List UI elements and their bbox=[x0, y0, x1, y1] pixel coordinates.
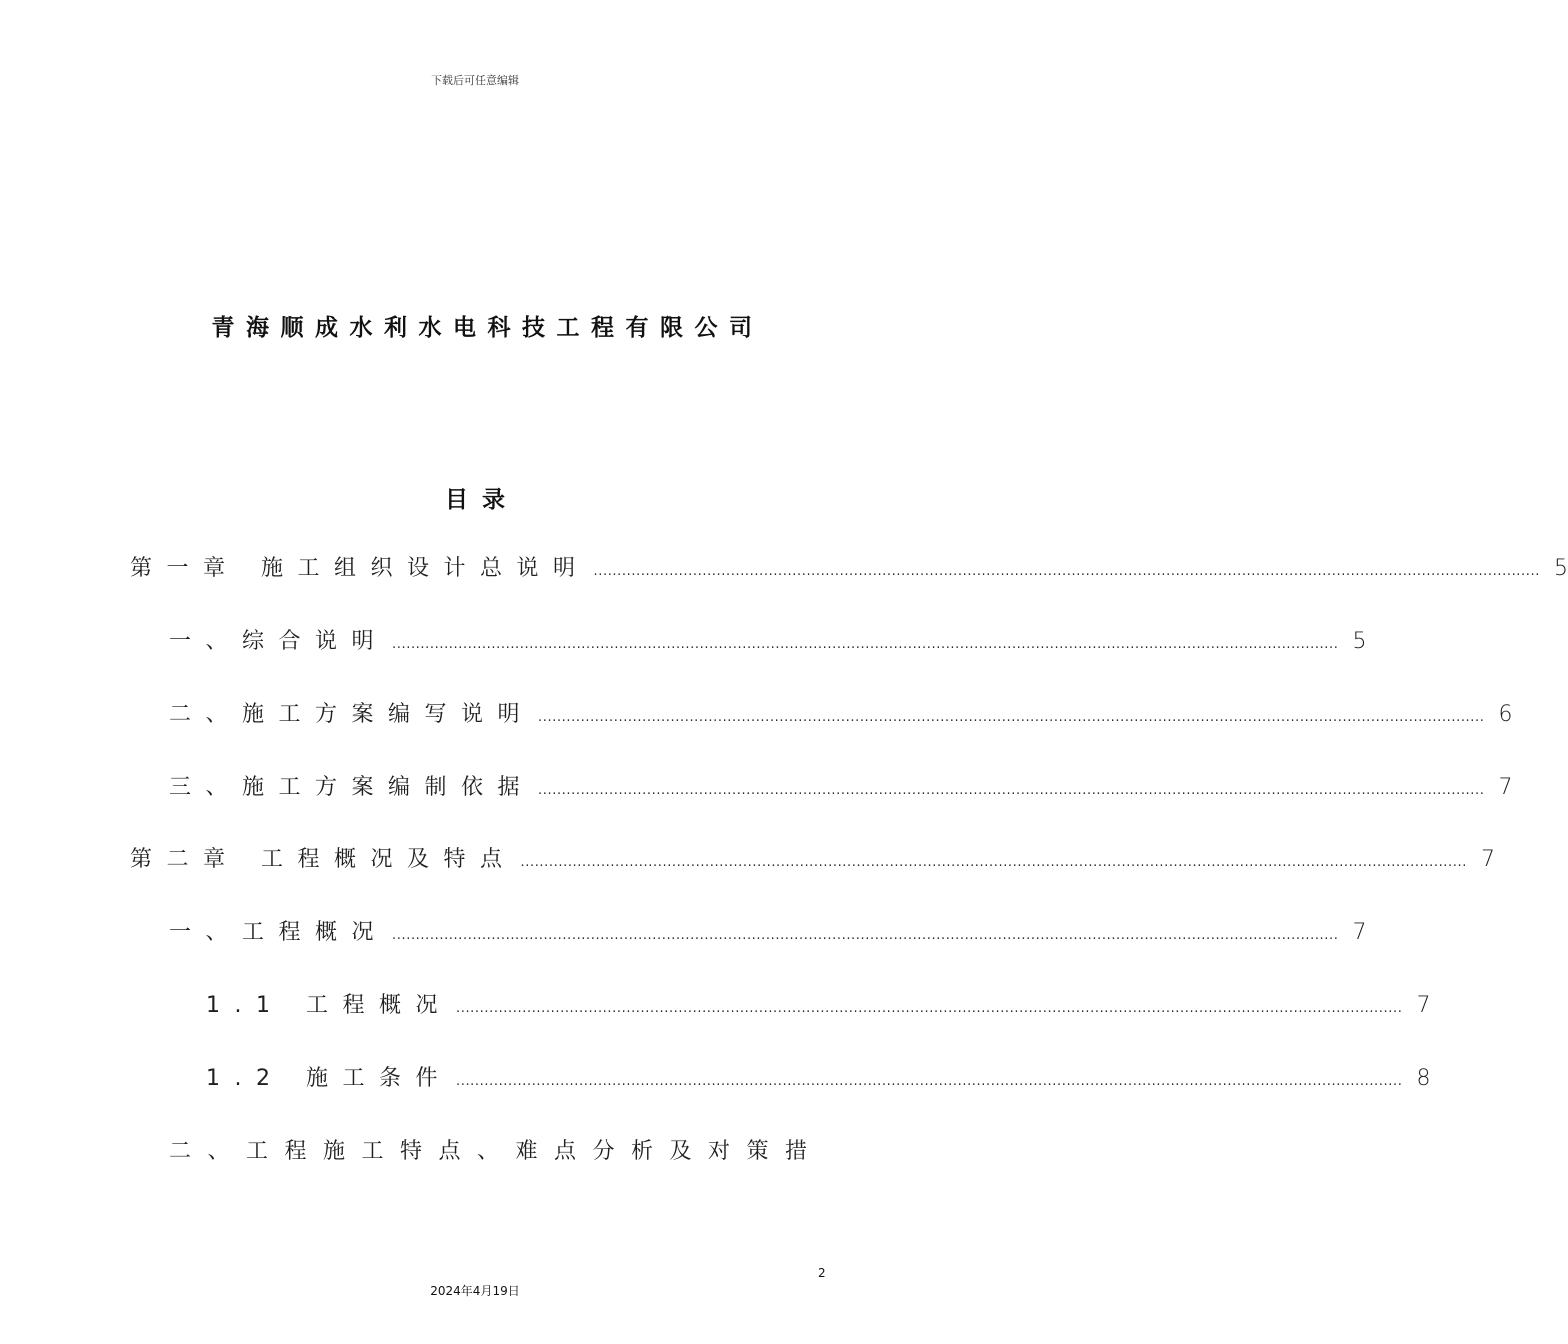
footer-date: 2024年4月19日 bbox=[430, 1284, 520, 1298]
toc-leader-dots: ........................................................................................................................................................................................................ bbox=[392, 637, 1339, 652]
toc-entry[interactable] bbox=[169, 915, 1367, 945]
toc-entry-page: 5 bbox=[1352, 629, 1367, 654]
toc-leader-dots: ........................................................................................................................................................................................................ bbox=[520, 855, 1467, 870]
toc-entry[interactable] bbox=[130, 842, 1495, 872]
toc-entry[interactable] bbox=[130, 551, 1568, 581]
toc-leader-dots: ........................................................................................................................................................................................................ bbox=[455, 1074, 1403, 1089]
toc-entry-label: 1.1 工程概况 bbox=[206, 993, 452, 1018]
toc-entry-label: 一、综合说明 bbox=[169, 629, 389, 654]
toc-entry-label: 第一章 施工组织设计总说明 bbox=[130, 556, 590, 581]
toc-leader-dots: ........................................................................................................................................................................................................ bbox=[392, 928, 1339, 943]
toc-entry[interactable] bbox=[169, 624, 1367, 654]
toc-entry-label: 二、工程施工特点、难点分析及对策措 bbox=[169, 1139, 824, 1164]
toc-entry[interactable] bbox=[206, 988, 1431, 1018]
toc-entry-page: 7 bbox=[1416, 993, 1431, 1018]
toc-entry[interactable] bbox=[169, 697, 1513, 727]
toc-entry-label: 第二章 工程概况及特点 bbox=[130, 847, 517, 872]
toc-title: 目录 bbox=[445, 487, 519, 513]
toc-leader-dots: ........................................................................................................................................................................................................ bbox=[455, 1001, 1403, 1016]
page-number: 2 bbox=[818, 1266, 826, 1280]
toc-entry[interactable] bbox=[206, 1061, 1431, 1091]
header-note: 下载后可任意编辑 bbox=[431, 74, 519, 87]
toc-entry-page: 6 bbox=[1498, 702, 1513, 727]
toc-entry-label: 1.2 施工条件 bbox=[206, 1066, 452, 1091]
toc-entry-page: 7 bbox=[1498, 775, 1513, 800]
toc-entry-label: 二、施工方案编写说明 bbox=[169, 702, 535, 727]
company-name: 青海顺成水利水电科技工程有限公司 bbox=[211, 315, 764, 341]
toc-entry-page: 7 bbox=[1352, 920, 1367, 945]
toc-entry-page: 5 bbox=[1553, 556, 1568, 581]
toc-entry[interactable] bbox=[169, 770, 1513, 800]
toc-entry-label: 三、施工方案编制依据 bbox=[169, 775, 535, 800]
toc-entry-page: 7 bbox=[1480, 847, 1495, 872]
toc-leader-dots: ........................................................................................................................................................................................................ bbox=[538, 783, 1485, 798]
toc-entry-page: 8 bbox=[1416, 1066, 1431, 1091]
toc-leader-dots: ........................................................................................................................................................................................................ bbox=[538, 710, 1485, 725]
toc-entry[interactable] bbox=[169, 1134, 824, 1164]
toc-leader-dots: ........................................................................................................................................................................................................ bbox=[593, 564, 1540, 579]
toc-entry-label: 一、工程概况 bbox=[169, 920, 389, 945]
